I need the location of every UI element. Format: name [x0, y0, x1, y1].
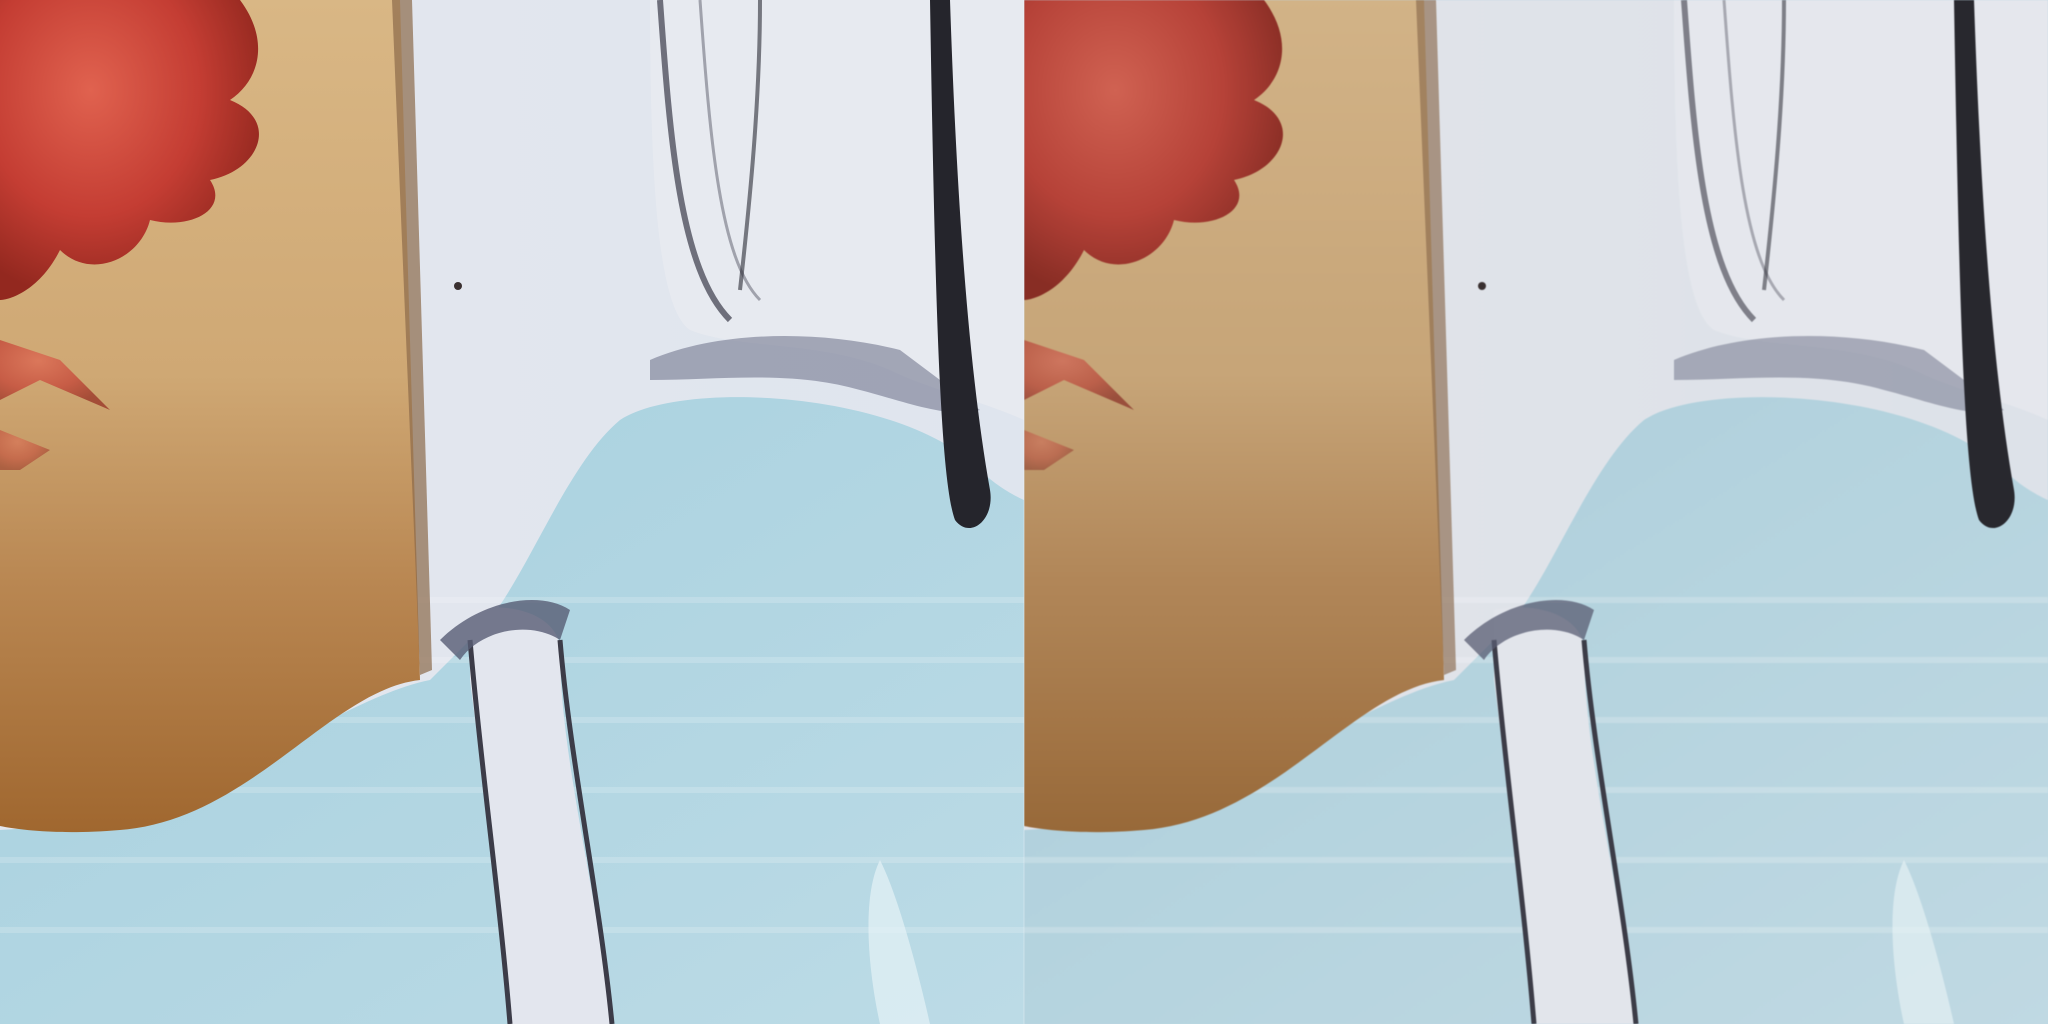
right-photo [1024, 0, 2048, 1024]
panel-divider [1023, 0, 1025, 1024]
right-image-panel [1024, 0, 2048, 1024]
